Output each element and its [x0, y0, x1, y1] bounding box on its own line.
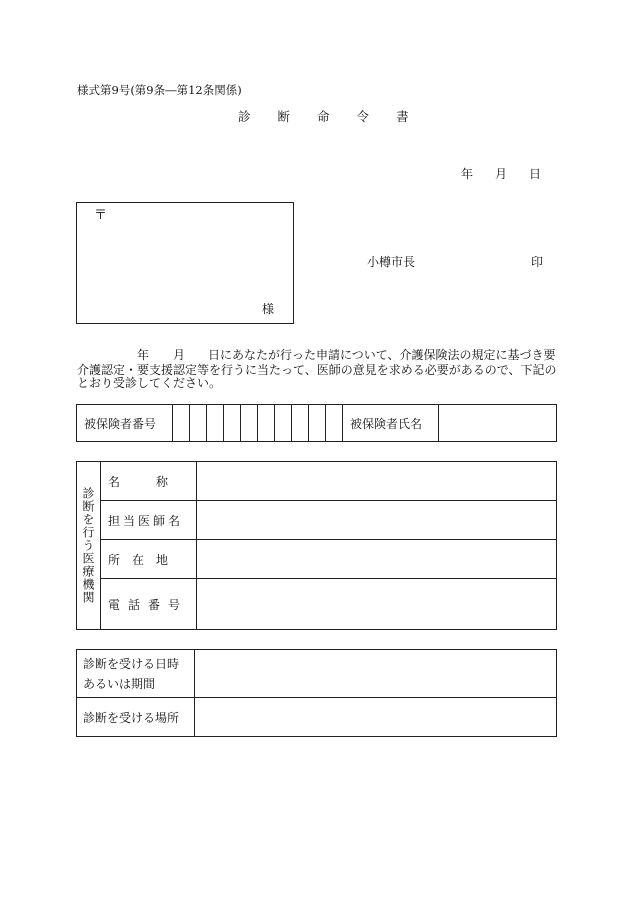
- insured-number-label: 被保険者番号: [77, 405, 173, 442]
- date-day: 日: [529, 167, 542, 181]
- body-rest: 日にあなたが行った申請について、介護保険法の規定に基づき要: [208, 348, 556, 362]
- insured-name-field[interactable]: [439, 405, 557, 442]
- medical-institution-table: [76, 461, 557, 630]
- form-number: 様式第9号(第9条―第12条関係): [77, 83, 242, 97]
- diagnosis-datetime-label-line2: あるいは期間: [83, 676, 156, 691]
- title-char: 命: [317, 109, 330, 124]
- insured-number-cell[interactable]: [173, 405, 190, 442]
- title-char: 断: [277, 109, 291, 124]
- insured-person-table: [76, 404, 557, 442]
- title-char: 書: [396, 109, 409, 124]
- document-title: [238, 111, 409, 124]
- body-text-line-1: [77, 349, 556, 361]
- insured-number-cell[interactable]: [326, 405, 343, 442]
- insured-number-cell[interactable]: [275, 405, 292, 442]
- insured-number-cell[interactable]: [224, 405, 241, 442]
- diagnosis-schedule-table: [76, 649, 557, 737]
- diagnosis-datetime-label-line1: 診断を受ける日時: [83, 656, 180, 671]
- body-year: 年: [137, 348, 150, 362]
- doctor-name-label: 担当医師名: [101, 501, 197, 540]
- title-char: 令: [356, 109, 370, 124]
- doctor-name-field[interactable]: [197, 501, 557, 540]
- clinic-name-field[interactable]: [197, 462, 557, 501]
- diagnosis-datetime-field[interactable]: [195, 650, 557, 698]
- date-year: 年: [461, 167, 474, 181]
- insured-number-cell[interactable]: [241, 405, 258, 442]
- body-text-line-3: とおり受診してください。: [77, 376, 222, 390]
- diagnosis-place-label: 診断を受ける場所: [77, 698, 195, 737]
- clinic-address-field[interactable]: [197, 540, 557, 579]
- honorific-sama: 様: [262, 302, 275, 316]
- insured-number-cell[interactable]: [190, 405, 207, 442]
- issuer-seal: 印: [531, 255, 544, 269]
- insured-number-cell[interactable]: [258, 405, 275, 442]
- postal-mark: 〒: [94, 208, 108, 223]
- insured-number-cell[interactable]: [309, 405, 326, 442]
- clinic-phone-field[interactable]: [197, 579, 557, 630]
- clinic-name-label: 名 称: [101, 462, 197, 501]
- issue-date: [461, 168, 541, 180]
- title-char: 診: [238, 109, 251, 124]
- issuer-name: 小樽市長: [367, 255, 416, 269]
- body-month: 月: [173, 348, 186, 362]
- diagnosis-datetime-label: [77, 650, 195, 698]
- insured-number-cell[interactable]: [292, 405, 309, 442]
- clinic-address-label: 所 在 地: [101, 540, 197, 579]
- diagnosis-place-field[interactable]: [195, 698, 557, 737]
- insured-number-cell[interactable]: [207, 405, 224, 442]
- medical-institution-side-label: 診断を行う医療機関: [77, 462, 101, 630]
- clinic-phone-label: 電話番号: [101, 579, 197, 630]
- date-month: 月: [495, 167, 508, 181]
- insured-name-label: 被保険者氏名: [343, 405, 439, 442]
- body-text-line-2: 介護認定・要支援認定等を行うに当たって、医師の意見を求める必要があるので、下記の: [77, 363, 557, 377]
